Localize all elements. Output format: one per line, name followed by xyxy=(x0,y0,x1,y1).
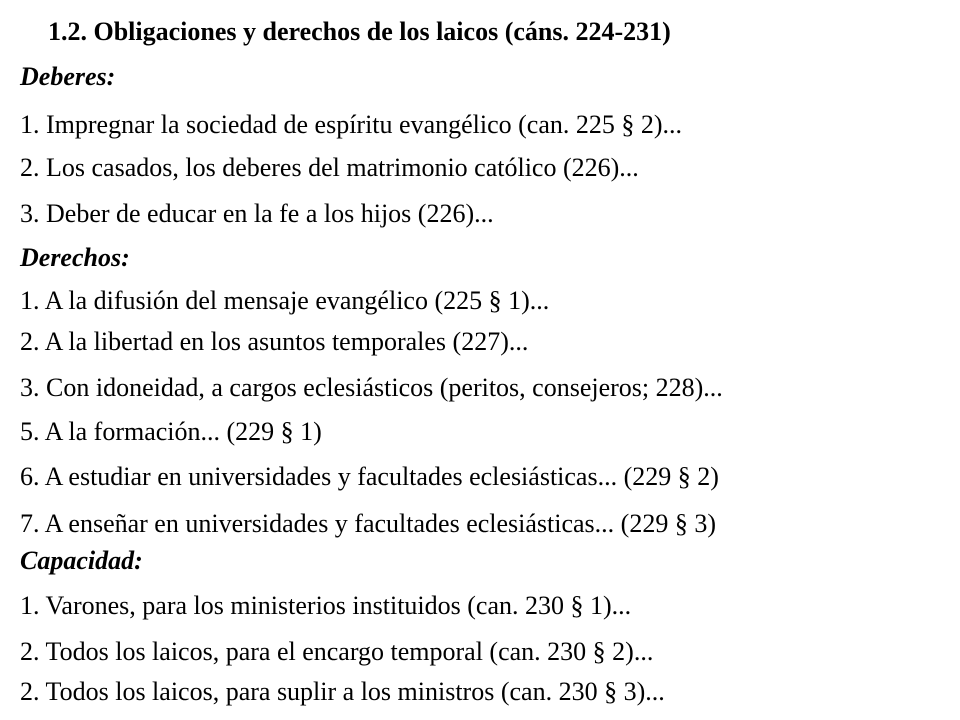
deber-item-3: 3. Deber de educar en la fe a los hijos (226)... xyxy=(20,199,494,228)
capacidad-heading: Capacidad: xyxy=(20,546,143,575)
capacidad-item-2: 2. Todos los laicos, para el encargo temporal (can. 230 § 2)... xyxy=(20,637,654,666)
deberes-heading: Deberes: xyxy=(20,62,116,91)
derecho-item-7: 7. A enseñar en universidades y facultades eclesiásticas... (229 § 3) xyxy=(20,509,716,538)
deber-item-1: 1. Impregnar la sociedad de espíritu evangélico (can. 225 § 2)... xyxy=(20,110,683,139)
capacidad-item-3: 2. Todos los laicos, para suplir a los ministros (can. 230 § 3)... xyxy=(20,677,665,706)
derecho-item-1: 1. A la difusión del mensaje evangélico (225 § 1)... xyxy=(20,286,550,315)
derechos-heading: Derechos: xyxy=(20,243,130,272)
derecho-item-2: 2. A la libertad en los asuntos temporales (227)... xyxy=(20,327,529,356)
page-title: 1.2. Obligaciones y derechos de los laicos (cáns. 224-231) xyxy=(48,17,671,46)
deber-item-2: 2. Los casados, los deberes del matrimonio católico (226)... xyxy=(20,153,639,182)
derecho-item-3: 3. Con idoneidad, a cargos eclesiásticos (peritos, consejeros; 228)... xyxy=(20,373,723,402)
capacidad-item-1: 1. Varones, para los ministerios instituidos (can. 230 § 1)... xyxy=(20,591,632,620)
derecho-item-6: 6. A estudiar en universidades y facultades eclesiásticas... (229 § 2) xyxy=(20,462,719,491)
derecho-item-5: 5. A la formación... (229 § 1) xyxy=(20,417,322,446)
